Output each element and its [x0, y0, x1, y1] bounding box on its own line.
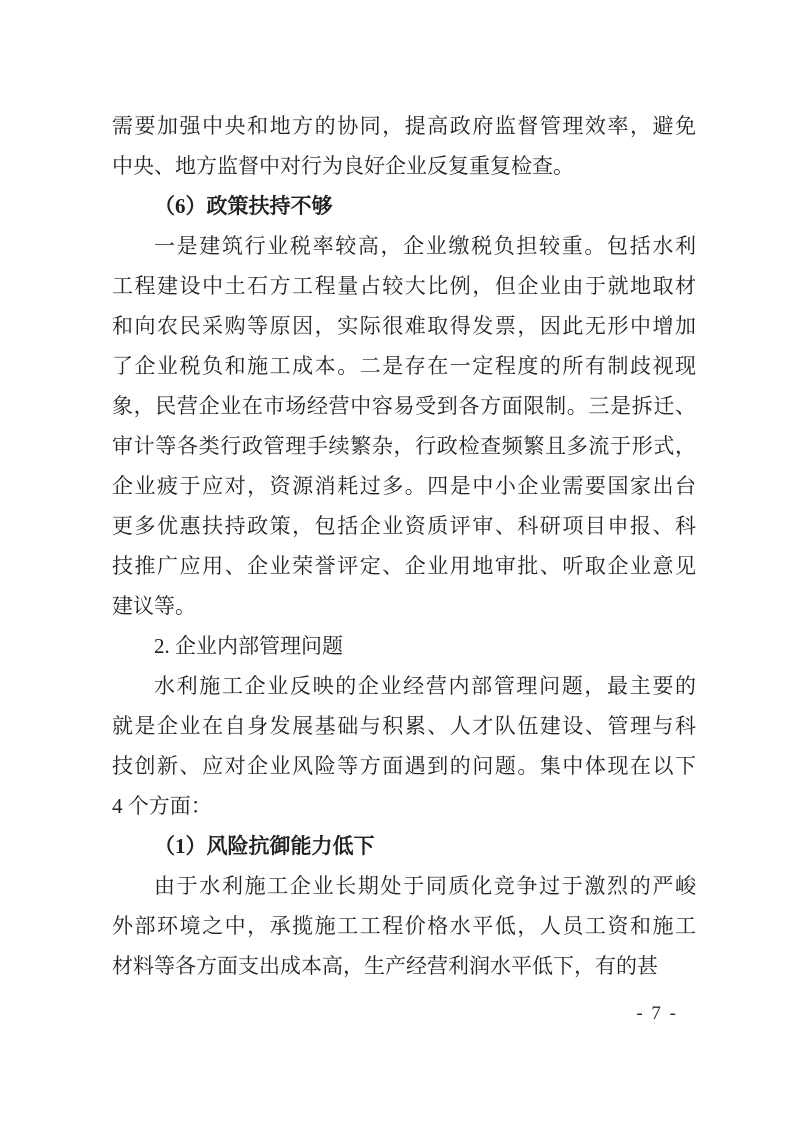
page-number: - 7 -: [636, 1003, 678, 1024]
text-line: 中央、地方监督中对行为良好企业反复重复检查。: [112, 154, 574, 178]
section-heading: [112, 186, 696, 226]
text-line: 建议等。: [112, 594, 196, 618]
text-line: 2. 企业内部管理问题: [154, 634, 343, 658]
paragraph: [112, 226, 696, 626]
text-line: （1）风险抗御能力低下: [154, 834, 375, 858]
text-line: 和向农民采购等原因，实际很难取得发票，因此无形中增加: [112, 314, 696, 338]
text-line: 企业疲于应对，资源消耗过多。四是中小企业需要国家出台: [112, 474, 696, 498]
text-line: 就是企业在自身发展基础与积累、人才队伍建设、管理与科: [112, 714, 696, 738]
text-line: 外部环境之中，承揽施工工程价格水平低，人员工资和施工: [112, 914, 696, 938]
paragraph: [112, 106, 696, 186]
section-heading: [112, 626, 696, 666]
text-line: 象，民营企业在市场经营中容易受到各方面限制。三是拆迁、: [112, 394, 696, 418]
text-line: 4 个方面：: [112, 794, 212, 818]
text-line: 更多优惠扶持政策，包括企业资质评审、科研项目申报、科: [112, 514, 696, 538]
text-line: 技创新、应对企业风险等方面遇到的问题。集中体现在以下: [112, 754, 696, 778]
text-line: 水利施工企业反映的企业经营内部管理问题，最主要的: [154, 674, 696, 698]
text-line: 了企业税负和施工成本。二是存在一定程度的所有制歧视现: [112, 354, 696, 378]
text-line: 技推广应用、企业荣誉评定、企业用地审批、听取企业意见: [112, 554, 696, 578]
text-line: 审计等各类行政管理手续繁杂，行政检查频繁且多流于形式，: [112, 434, 696, 458]
paragraph: [112, 666, 696, 826]
text-line: （6）政策扶持不够: [154, 194, 333, 218]
text-block: [112, 106, 696, 986]
text-line: 一是建筑行业税率较高，企业缴税负担较重。包括水利: [154, 234, 696, 258]
paragraph: [112, 866, 696, 986]
text-line: 需要加强中央和地方的协同，提高政府监督管理效率，避免: [112, 114, 696, 138]
text-line: 材料等各方面支出成本高，生产经营利润水平低下，有的甚: [112, 954, 658, 978]
section-heading: [112, 826, 696, 866]
text-line: 由于水利施工企业长期处于同质化竞争过于激烈的严峻: [154, 874, 696, 898]
text-line: 工程建设中土石方工程量占较大比例，但企业由于就地取材: [112, 274, 696, 298]
